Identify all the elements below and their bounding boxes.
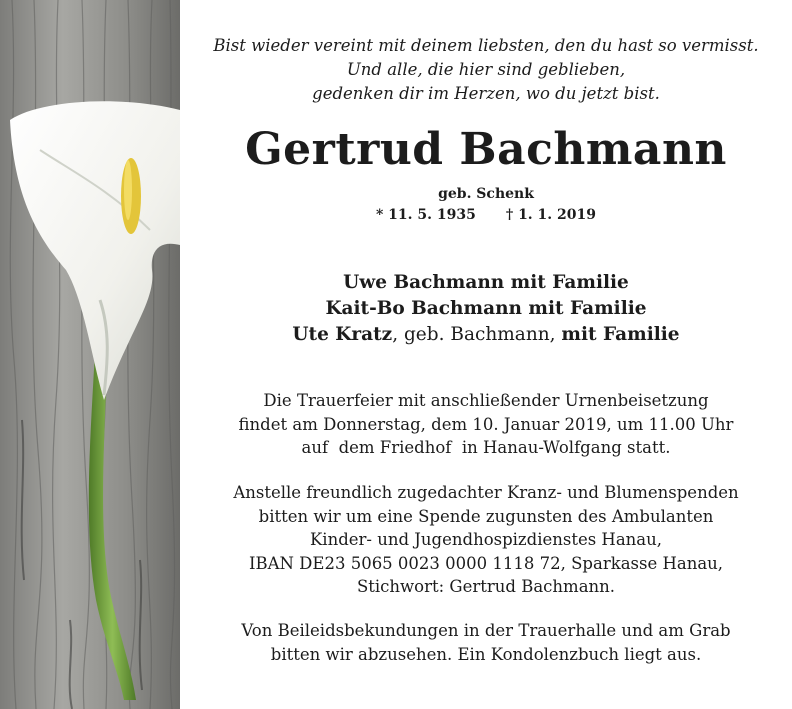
- condolence-line: Von Beileidsbekundungen in der Trauerhalle und am Grab: [241, 621, 731, 640]
- deceased-name: Gertrud Bachmann: [245, 124, 727, 175]
- poem: [180, 34, 792, 106]
- funeral-info: [180, 389, 792, 460]
- poem-line: Und alle, die hier sind geblieben,: [346, 60, 626, 79]
- family-line: [180, 322, 792, 348]
- funeral-line: Die Trauerfeier mit anschließender Urnenbeisetzung: [263, 391, 709, 410]
- family-line: Kait-Bo Bachmann mit Familie: [325, 298, 647, 319]
- life-dates: [180, 205, 792, 225]
- donation-line: Anstelle freundlich zugedachter Kranz- und Blumenspenden: [233, 483, 739, 502]
- donation-line: Kinder- und Jugendhospizdienstes Hanau,: [309, 530, 662, 549]
- mourning-family: [180, 270, 792, 348]
- death-date: † 1. 1. 2019: [505, 207, 597, 223]
- poem-line: gedenken dir im Herzen, wo du jetzt bist.: [312, 84, 660, 103]
- donation-line: Stichwort: Gertrud Bachmann.: [356, 577, 616, 596]
- condolence-info: [180, 619, 792, 666]
- family-suffix: mit Familie: [561, 324, 680, 345]
- maiden-name: geb. Schenk: [438, 186, 534, 202]
- donation-info: [180, 481, 792, 599]
- poem-line: Bist wieder vereint mit deinem liebsten, den du hast so vermisst.: [213, 36, 759, 55]
- donation-line: bitten wir um eine Spende zugunsten des Ambulanten: [258, 506, 714, 526]
- family-member-maiden: , geb. Bachmann,: [392, 324, 562, 345]
- funeral-line: findet am Donnerstag, dem 10. Januar 2019, um 11.00 Uhr: [238, 414, 734, 434]
- funeral-line: auf dem Friedhof in Hanau-Wolfgang statt.: [301, 438, 671, 457]
- donation-line: IBAN DE23 5065 0023 0000 1118 72, Sparkasse Hanau,: [248, 553, 724, 573]
- notice-text: [180, 0, 792, 709]
- condolence-line: bitten wir abzusehen. Ein Kondolenzbuch liegt aus.: [270, 644, 702, 664]
- family-member-name: Ute Kratz: [292, 324, 393, 345]
- calla-lily-image: [0, 0, 180, 709]
- family-line: Uwe Bachmann mit Familie: [343, 272, 629, 293]
- birth-date: * 11. 5. 1935: [375, 207, 476, 223]
